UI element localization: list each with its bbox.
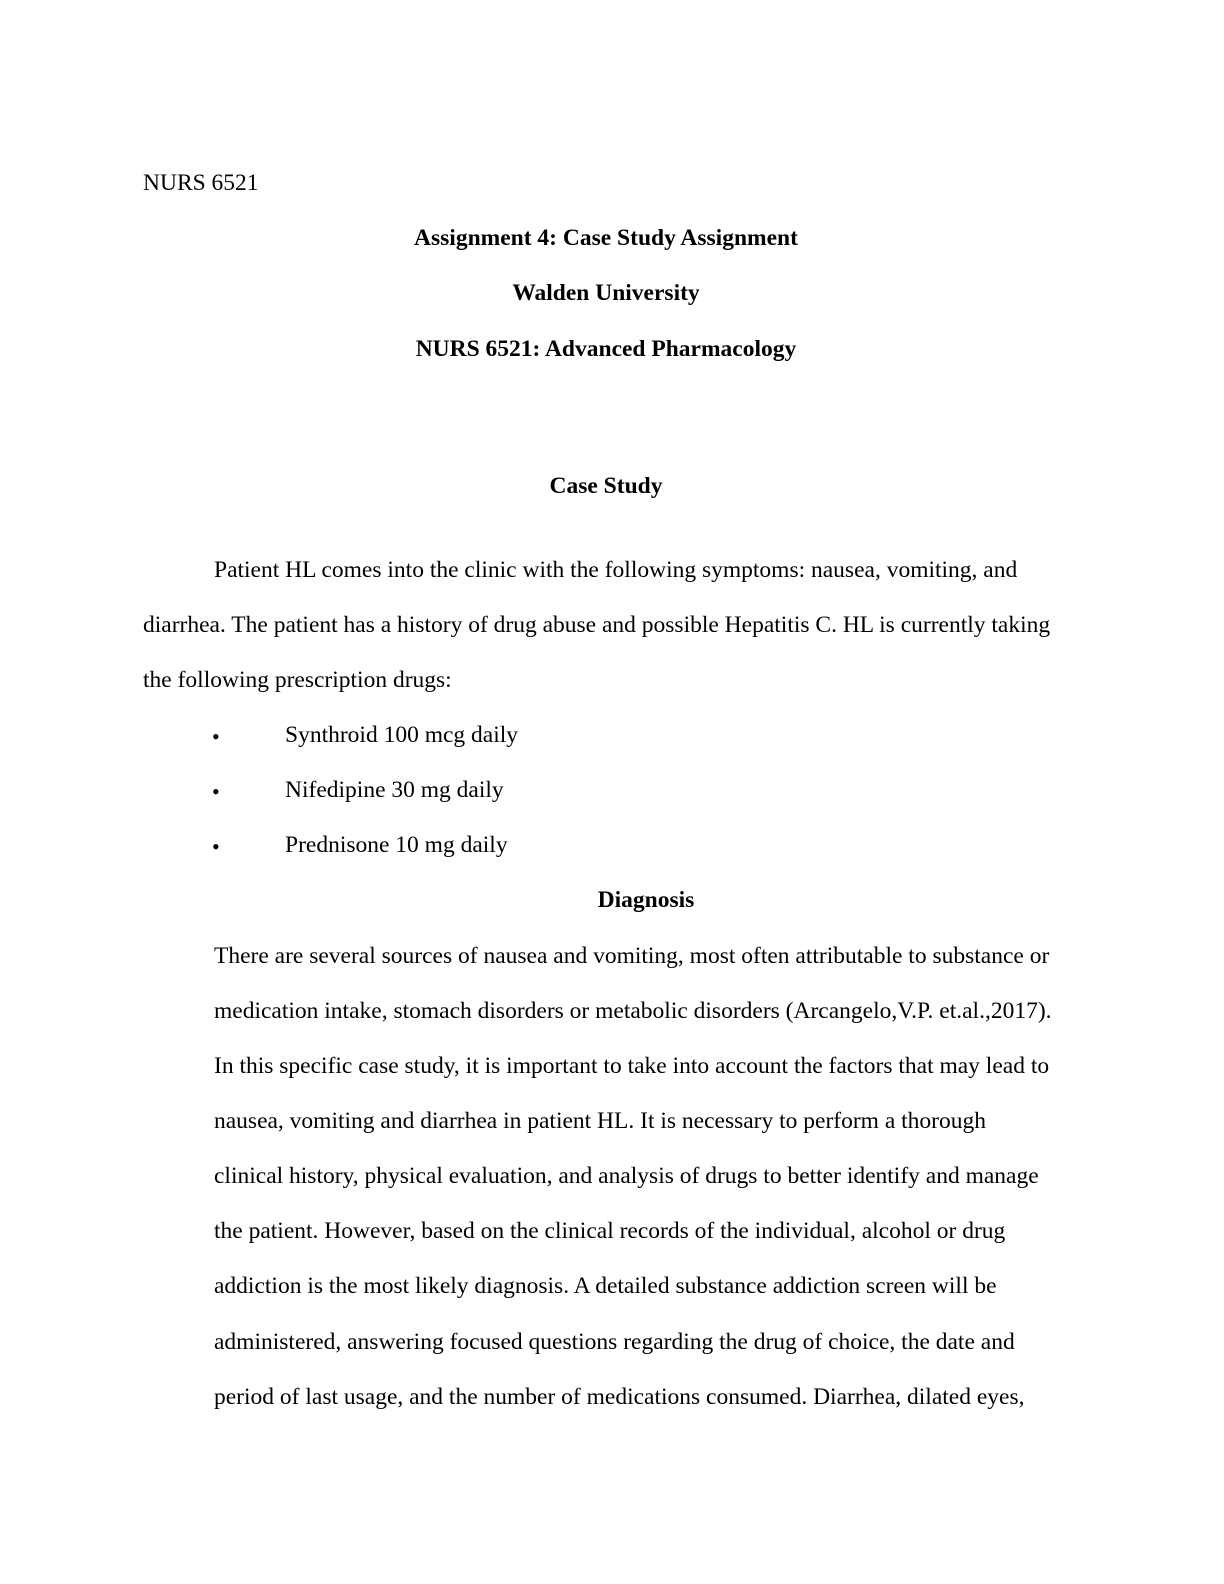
case-study-heading: Case Study xyxy=(549,473,663,499)
bullet-icon: • xyxy=(212,834,220,859)
paragraph-line: There are several sources of nausea and vomiting, most often attributable to substance or xyxy=(214,943,1050,969)
institution-name: Walden University xyxy=(512,280,700,306)
paragraph-line: addiction is the most likely diagnosis. A detailed substance addiction screen will be xyxy=(214,1273,997,1299)
paragraph-line: medication intake, stomach disorders or metabolic disorders (Arcangelo,V.P. et.al.,2017). xyxy=(214,998,1052,1024)
running-head: NURS 6521 xyxy=(143,170,259,196)
medication-item: Nifedipine 30 mg daily xyxy=(285,777,504,803)
paragraph-line: the following prescription drugs: xyxy=(143,667,452,693)
bullet-icon: • xyxy=(212,779,220,804)
paragraph-line: diarrhea. The patient has a history of drug abuse and possible Hepatitis C. HL is currently taking xyxy=(143,612,1051,638)
bullet-icon: • xyxy=(212,724,220,749)
paragraph-line: the patient. However, based on the clinical records of the individual, alcohol or drug xyxy=(214,1218,1006,1244)
diagnosis-heading: Diagnosis xyxy=(597,887,695,913)
paragraph-line: administered, answering focused questions regarding the drug of choice, the date and xyxy=(214,1329,1015,1355)
medication-item: Synthroid 100 mcg daily xyxy=(285,722,519,748)
paragraph-line: clinical history, physical evaluation, and analysis of drugs to better identify and manage xyxy=(214,1163,1039,1189)
paragraph-line: nausea, vomiting and diarrhea in patient HL. It is necessary to perform a thorough xyxy=(214,1108,987,1134)
paragraph-line: Patient HL comes into the clinic with the following symptoms: nausea, vomiting, and xyxy=(214,557,1018,583)
course-title: NURS 6521: Advanced Pharmacology xyxy=(415,336,797,362)
assignment-title: Assignment 4: Case Study Assignment xyxy=(414,225,798,251)
medication-item: Prednisone 10 mg daily xyxy=(285,832,508,858)
paragraph-line: period of last usage, and the number of medications consumed. Diarrhea, dilated eyes, xyxy=(214,1384,1025,1410)
paragraph-line: In this specific case study, it is important to take into account the factors that may lead to xyxy=(214,1053,1050,1079)
